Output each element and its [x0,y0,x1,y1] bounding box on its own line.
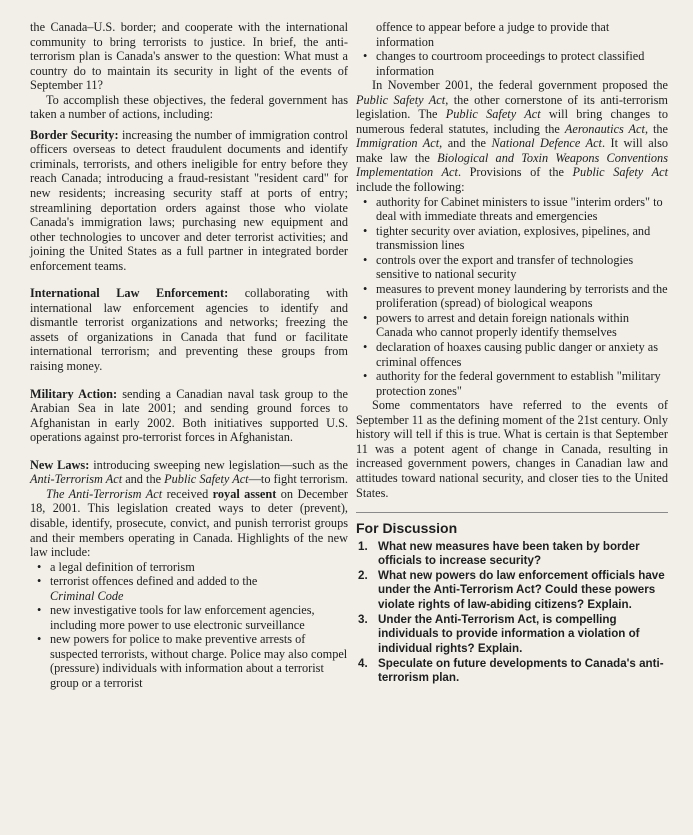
border-security-heading: Border Security: [30,127,119,142]
left-column [30,20,348,691]
list-item: • terrorist offences defined and added to the Criminal Code [30,574,348,603]
public-safety-provisions-list [356,195,668,399]
list-item: • new investigative tools for law enforcement agencies, including more power to use electronic surveillance [30,603,348,632]
list-item: • declaration of hoaxes causing public danger or anxiety as criminal offences [356,340,668,369]
list-item: • changes to courtroom proceedings to protect classified information [356,49,668,78]
military-action-paragraph: Military Action: sending a Canadian naval task group to the Arabian Sea in late 2001; and sending ground forces to Afghanistan in early 2002. Both initiatives supported U.S. operations against pro-terrorist forces in Afghanistan. [30,386,348,445]
public-safety-act-paragraph: In November 2001, the federal government proposed the Public Safety Act, the other cornerstone of its anti-terrorism legislation. The Public Safety Act will bring changes to numerous federal statutes, including the Aeronautics Act, the Immigration Act, and the National Defence Act. It will also make law the Biological and Toxin Weapons Conventions Implementation Act. Provisions of the Public Safety Act include the following: [356,78,668,195]
list-item: • authority for Cabinet ministers to issue "interim orders" to deal with immediate threats and emergencies [356,195,668,224]
discussion-questions [356,540,668,686]
list-item-continued: offence to appear before a judge to provide that information [376,20,610,49]
for-discussion-box [356,521,668,686]
border-security-paragraph: Border Security: increasing the number of immigration control officers overseas to detect fraudulent documents and identify criminals, terrorists, and others ineligible for entry before they reach Canada; introducing a fraud-resistant "resident card" for new residents; increasing security staff at ports of entry; streamlining deportation orders against those who violate Canada's immigration laws; purchasing new equipment and other technologies to uncover and deter terrorist activities; and joining the United States as a full partner in integrated border enforcement teams. [30,127,348,273]
section-divider [356,512,668,513]
anti-terrorism-highlights-list [30,560,348,691]
list-item: • a legal definition of terrorism [30,560,348,575]
actions-intro: To accomplish these objectives, the federal government has taken a number of actions, including: [30,92,348,122]
list-item: • powers to arrest and detain foreign nationals within Canada who cannot properly identify themselves [356,311,668,340]
discussion-question: 1. What new measures have been taken by border officials to increase security? [358,539,640,567]
international-law-heading: International Law Enforcement: [30,286,229,301]
anti-terrorism-act-paragraph: The Anti-Terrorism Act received royal assent on December 18, 2001. This legislation created ways to deter (prevent), disable, identify, prosecute, convict, and punish terrorist groups and their members operating in Canada. Highlights of the new law include: [30,486,348,560]
list-item: • authority for the federal government to establish "military protection zones" [356,369,668,398]
discussion-question: 4. Speculate on future developments to Canada's anti-terrorism plan. [358,656,664,685]
right-column [356,20,668,686]
closing-paragraph: Some commentators have referred to the events of September 11 as the defining moment of the 21st century. Only history will tell if this is true. What is certain is that September 11 was a potent agent of change in Canada, resulting in increased government powers, changes in Canadian law and attitudes toward national security, and closer ties to the United States. [356,398,668,500]
military-action-heading: Military Action: [30,386,118,401]
new-laws-heading: New Laws: [30,457,90,472]
discussion-question: 3. Under the Anti-Terrorism Act, is compelling individuals to provide information a violation of individual rights? Explain. [358,613,640,655]
new-laws-paragraph: New Laws: introducing sweeping new legislation—such as the Anti-Terrorism Act and the Public Safety Act—to fight terrorism. [30,457,349,487]
list-item: • controls over the export and transfer of technologies sensitive to national security [356,253,668,282]
continued-highlights-list [356,20,668,78]
list-item: • tighter security over aviation, explosives, pipelines, and transmission lines [356,224,668,253]
list-item: • new powers for police to make preventive arrests of suspected terrorists, without charge. Police may also compel (pressure) individuals with information about a terrorist group or a terrorist [30,632,348,690]
discussion-question: 2. What new powers do law enforcement officials have under the Anti-Terrorism Act? Could these powers violate rights of law-abiding citizens? Explain. [358,569,665,611]
intro-paragraph: the Canada–U.S. border; and cooperate with the international community to bring terrorists to justice. In brief, the anti-terrorism plan is Canada's answer to the question: What must a country do to maintain its security in light of the events of September 11? [30,20,348,93]
international-law-paragraph: International Law Enforcement: collaborating with international law enforcement agencies to identify and dismantle terrorist organizations and networks; freezing the assets of organizations in Canada that fund or facilitate international terrorism; and preventing these groups from raising money. [30,286,348,374]
for-discussion-title: For Discussion [356,520,458,537]
list-item: • measures to prevent money laundering by terrorists and the proliferation (spread) of biological weapons [356,282,668,311]
